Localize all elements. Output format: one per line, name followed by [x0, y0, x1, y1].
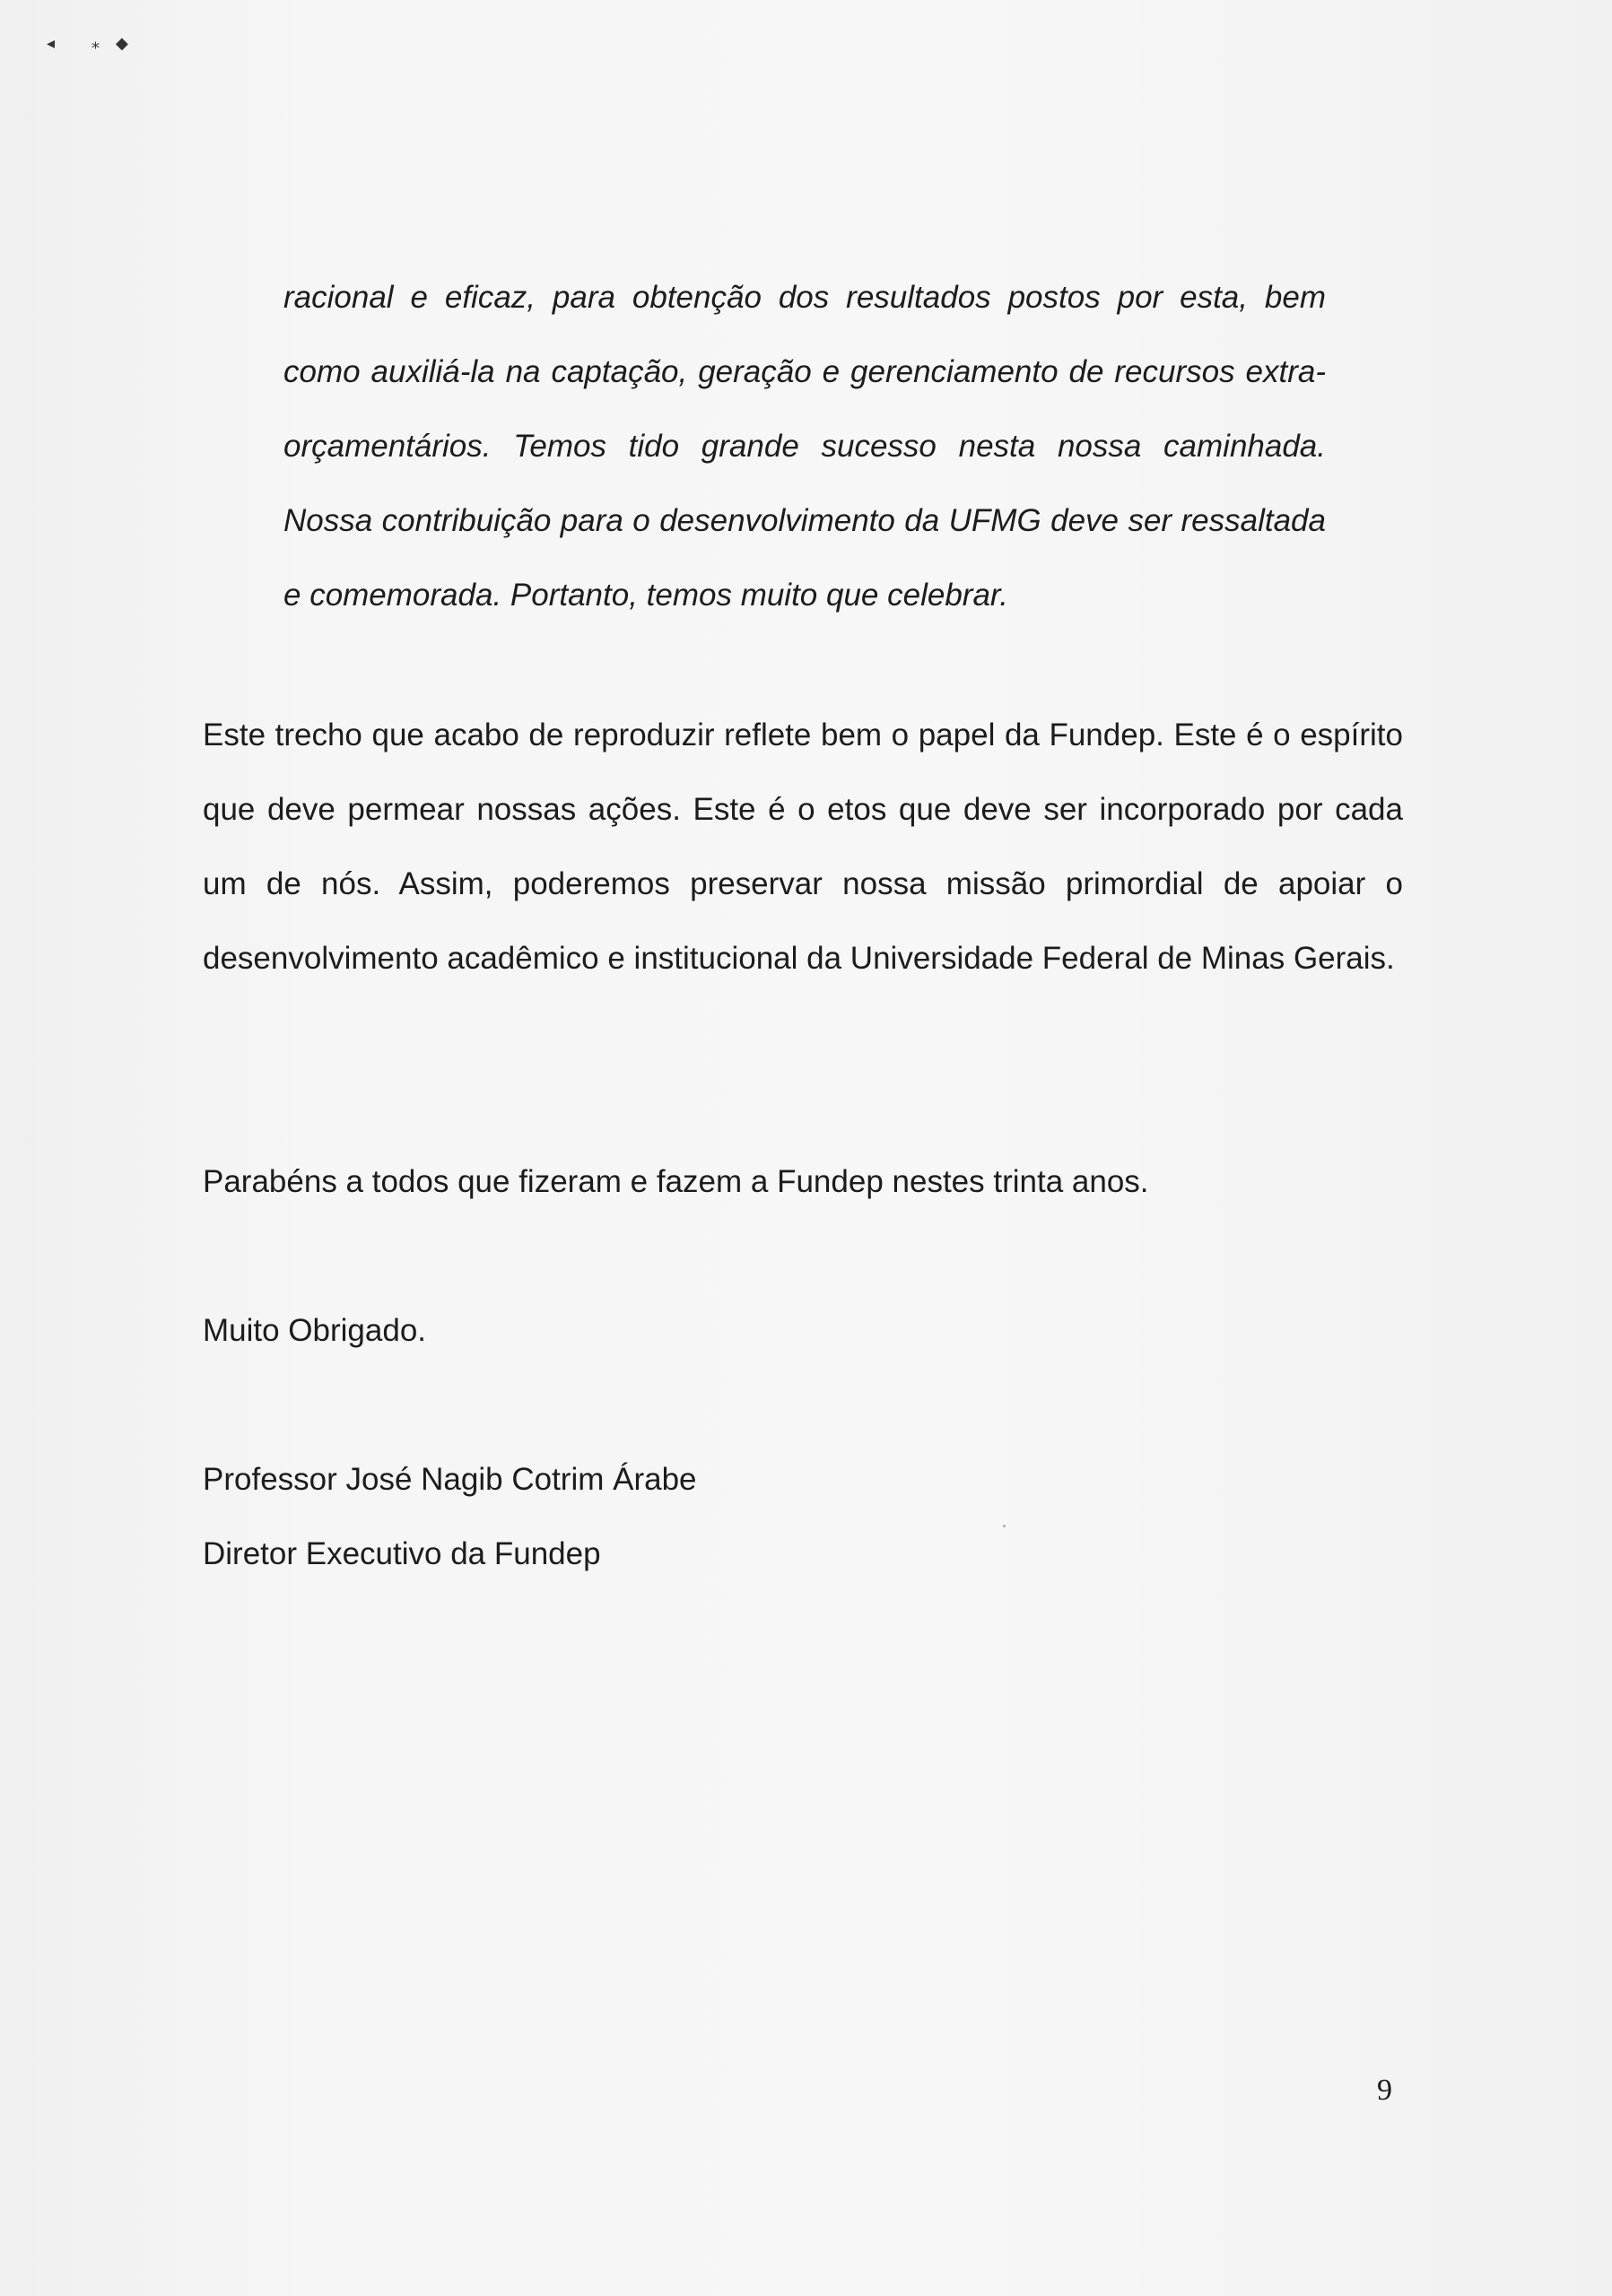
page-number: 9: [1377, 2074, 1392, 2107]
scan-marks: ◂ ⁎◆: [47, 34, 144, 52]
paragraph-text: Este trecho que acabo de reproduzir reflete bem o papel da Fundep. Este é o espírito que deve permear nossas ações. Este é o etos que deve ser incorporado por cada um de nós. Assim, poderemos preservar nossa missão primordial de apoiar o desenvolvimento acadêmico e institucional da Universidade Federal de Minas Gerais.: [203, 718, 1403, 976]
scan-speck: [1003, 1525, 1006, 1527]
closing-text: Muito Obrigado.: [203, 1313, 427, 1348]
paragraph-text: Parabéns a todos que fizeram e fazem a Fundep nestes trinta anos.: [203, 1164, 1149, 1199]
closing-line: [203, 1293, 1403, 1368]
quoted-passage: [283, 260, 1326, 632]
quote-text: racional e eficaz, para obtenção dos resultados postos por esta, bem como auxiliá-la na captação, geração e gerenciamento de recursos extra-orçamentários. Temos tido grande sucesso nesta nossa caminhada. Nossa contribuição para o desenvolvimento da UFMG deve ser ressaltada e comemorada. Portanto, temos muito que celebrar.: [283, 280, 1326, 613]
signature-title: Diretor Executivo da Fundep: [203, 1536, 601, 1571]
signature-block: [203, 1442, 697, 1591]
paragraph-congratulations: [203, 1144, 1403, 1219]
signature-name: Professor José Nagib Cotrim Árabe: [203, 1462, 697, 1497]
paragraph-role-of-fundep: [203, 698, 1403, 996]
